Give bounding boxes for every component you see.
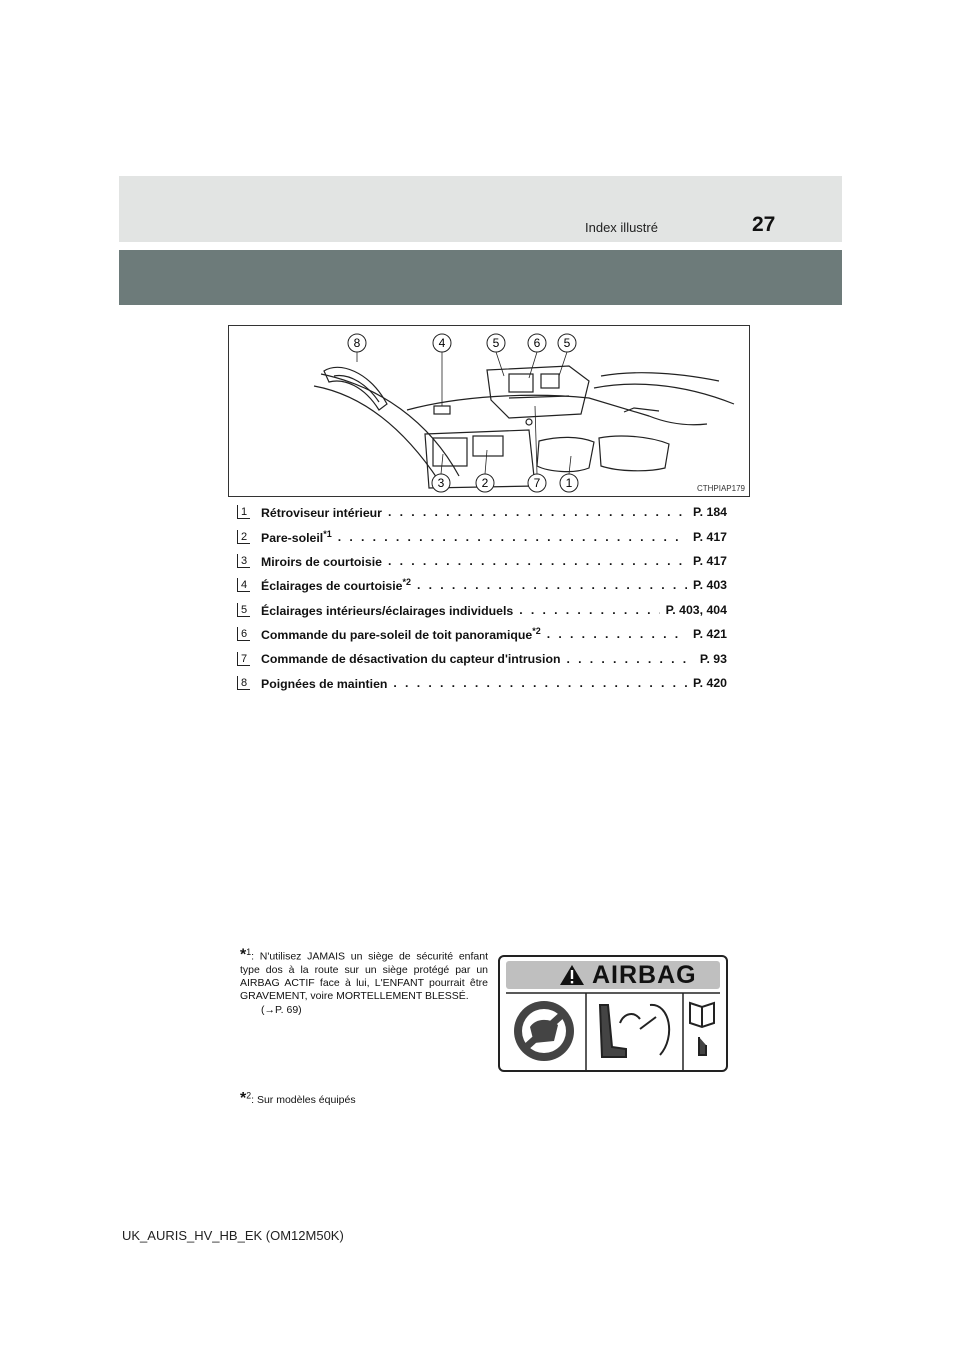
callout-3	[432, 474, 450, 492]
interior-illustration	[228, 325, 750, 497]
footnote-2-text: : Sur modèles équipés	[251, 1094, 356, 1106]
leader-dots	[338, 530, 687, 544]
callout-5a	[487, 334, 505, 352]
leader-dots	[547, 627, 687, 641]
header-band-dark	[119, 250, 842, 305]
list-item	[237, 573, 727, 597]
svg-text:4: 4	[438, 336, 446, 350]
svg-text:3: 3	[437, 476, 445, 490]
item-page-ref[interactable]: P. 403	[693, 578, 727, 593]
warning-title: AIRBAG	[592, 961, 697, 989]
item-page-ref[interactable]: P. 420	[693, 675, 727, 690]
item-number: 4	[237, 578, 250, 592]
callout-4	[433, 334, 451, 352]
svg-text:6: 6	[533, 336, 541, 350]
manual-book-icon	[690, 1003, 714, 1055]
section-title: Index illustré	[585, 220, 658, 235]
item-page-ref[interactable]: P. 417	[693, 529, 727, 544]
item-label: Poignées de maintien	[261, 676, 388, 691]
svg-text:2: 2	[481, 476, 489, 490]
list-item	[237, 646, 727, 670]
item-label: Rétroviseur intérieur	[261, 506, 382, 521]
svg-text:5: 5	[492, 336, 500, 350]
leader-dots	[388, 505, 687, 519]
item-number: 1	[237, 505, 250, 519]
item-label: Éclairages intérieurs/éclairages individuels	[261, 603, 514, 618]
svg-text:1: 1	[565, 476, 573, 490]
callout-6	[528, 334, 546, 352]
list-item	[237, 622, 727, 646]
item-number: 3	[237, 554, 250, 568]
callout-2	[476, 474, 494, 492]
item-label: Commande du pare-soleil de toit panoramique$^{*2}$	[261, 626, 541, 643]
item-number: 2	[237, 530, 250, 544]
list-item	[237, 524, 727, 548]
item-page-ref[interactable]: P. 184	[693, 505, 727, 520]
leader-dots	[393, 676, 687, 690]
footnote-2: *$^2$: Sur modèles équipés	[240, 1090, 356, 1107]
list-item	[237, 671, 727, 695]
no-rear-facing-seat-icon	[514, 1001, 574, 1061]
footnote-1: *$^1$: N'utilisez JAMAIS un siège de sécurité enfant type dos à la route sur un siège protégé par un AIRBAG ACTIF face à lui, L'ENFANT pourrait être GRAVEMENT, voire MORTELLEMENT BLESSÉ. (→P. 69)	[240, 946, 489, 1016]
item-number: 7	[237, 652, 250, 666]
header-band-light	[119, 176, 842, 242]
airbag-seat-icon	[600, 1005, 669, 1057]
item-label: Éclairages de courtoisie$^{*2}$	[261, 577, 411, 594]
callout-7	[528, 474, 546, 492]
item-label: Pare-soleil$^{*1}$	[261, 528, 332, 545]
item-number: 6	[237, 627, 250, 641]
item-number: 5	[237, 603, 250, 617]
list-item	[237, 549, 727, 573]
airbag-warning-label	[498, 955, 728, 1072]
footnote-1-ref[interactable]: (→P. 69)	[261, 1003, 302, 1016]
footnote-1-text: N'utilisez JAMAIS un siège de sécurité enfant type dos à la route sur un siège protégé par un AIRBAG ACTIF face à lui, L'ENFANT pourrait être GRAVEMENT, voire MORTELLEMENT BLESSÉ.	[240, 950, 489, 1003]
vehicle-ceiling-drawing	[229, 326, 749, 496]
leader-dots	[388, 554, 687, 568]
callout-8	[348, 334, 366, 352]
item-page-ref[interactable]: P. 417	[693, 553, 727, 568]
leader-dots	[566, 652, 693, 666]
list-item	[237, 500, 727, 524]
figure-code: CTHPIAP179	[696, 484, 745, 493]
leader-dots	[519, 603, 659, 617]
item-page-ref[interactable]: P. 93	[699, 651, 727, 666]
svg-text:8: 8	[353, 336, 361, 350]
callout-1	[560, 474, 578, 492]
svg-text:7: 7	[533, 476, 541, 490]
page-number: 27	[752, 213, 776, 236]
warning-triangle-icon	[560, 965, 584, 985]
callout-5b	[558, 334, 576, 352]
svg-text:5: 5	[563, 336, 571, 350]
item-label: Commande de désactivation du capteur d'intrusion	[261, 652, 561, 667]
item-number: 8	[237, 676, 250, 690]
leader-dots	[417, 578, 687, 592]
item-label: Miroirs de courtoisie	[261, 555, 382, 570]
document-code: UK_AURIS_HV_HB_EK (OM12M50K)	[122, 1228, 344, 1243]
item-page-ref[interactable]: P. 403, 404	[665, 602, 727, 617]
item-list	[237, 500, 727, 695]
item-page-ref[interactable]: P. 421	[693, 627, 727, 642]
list-item	[237, 598, 727, 622]
